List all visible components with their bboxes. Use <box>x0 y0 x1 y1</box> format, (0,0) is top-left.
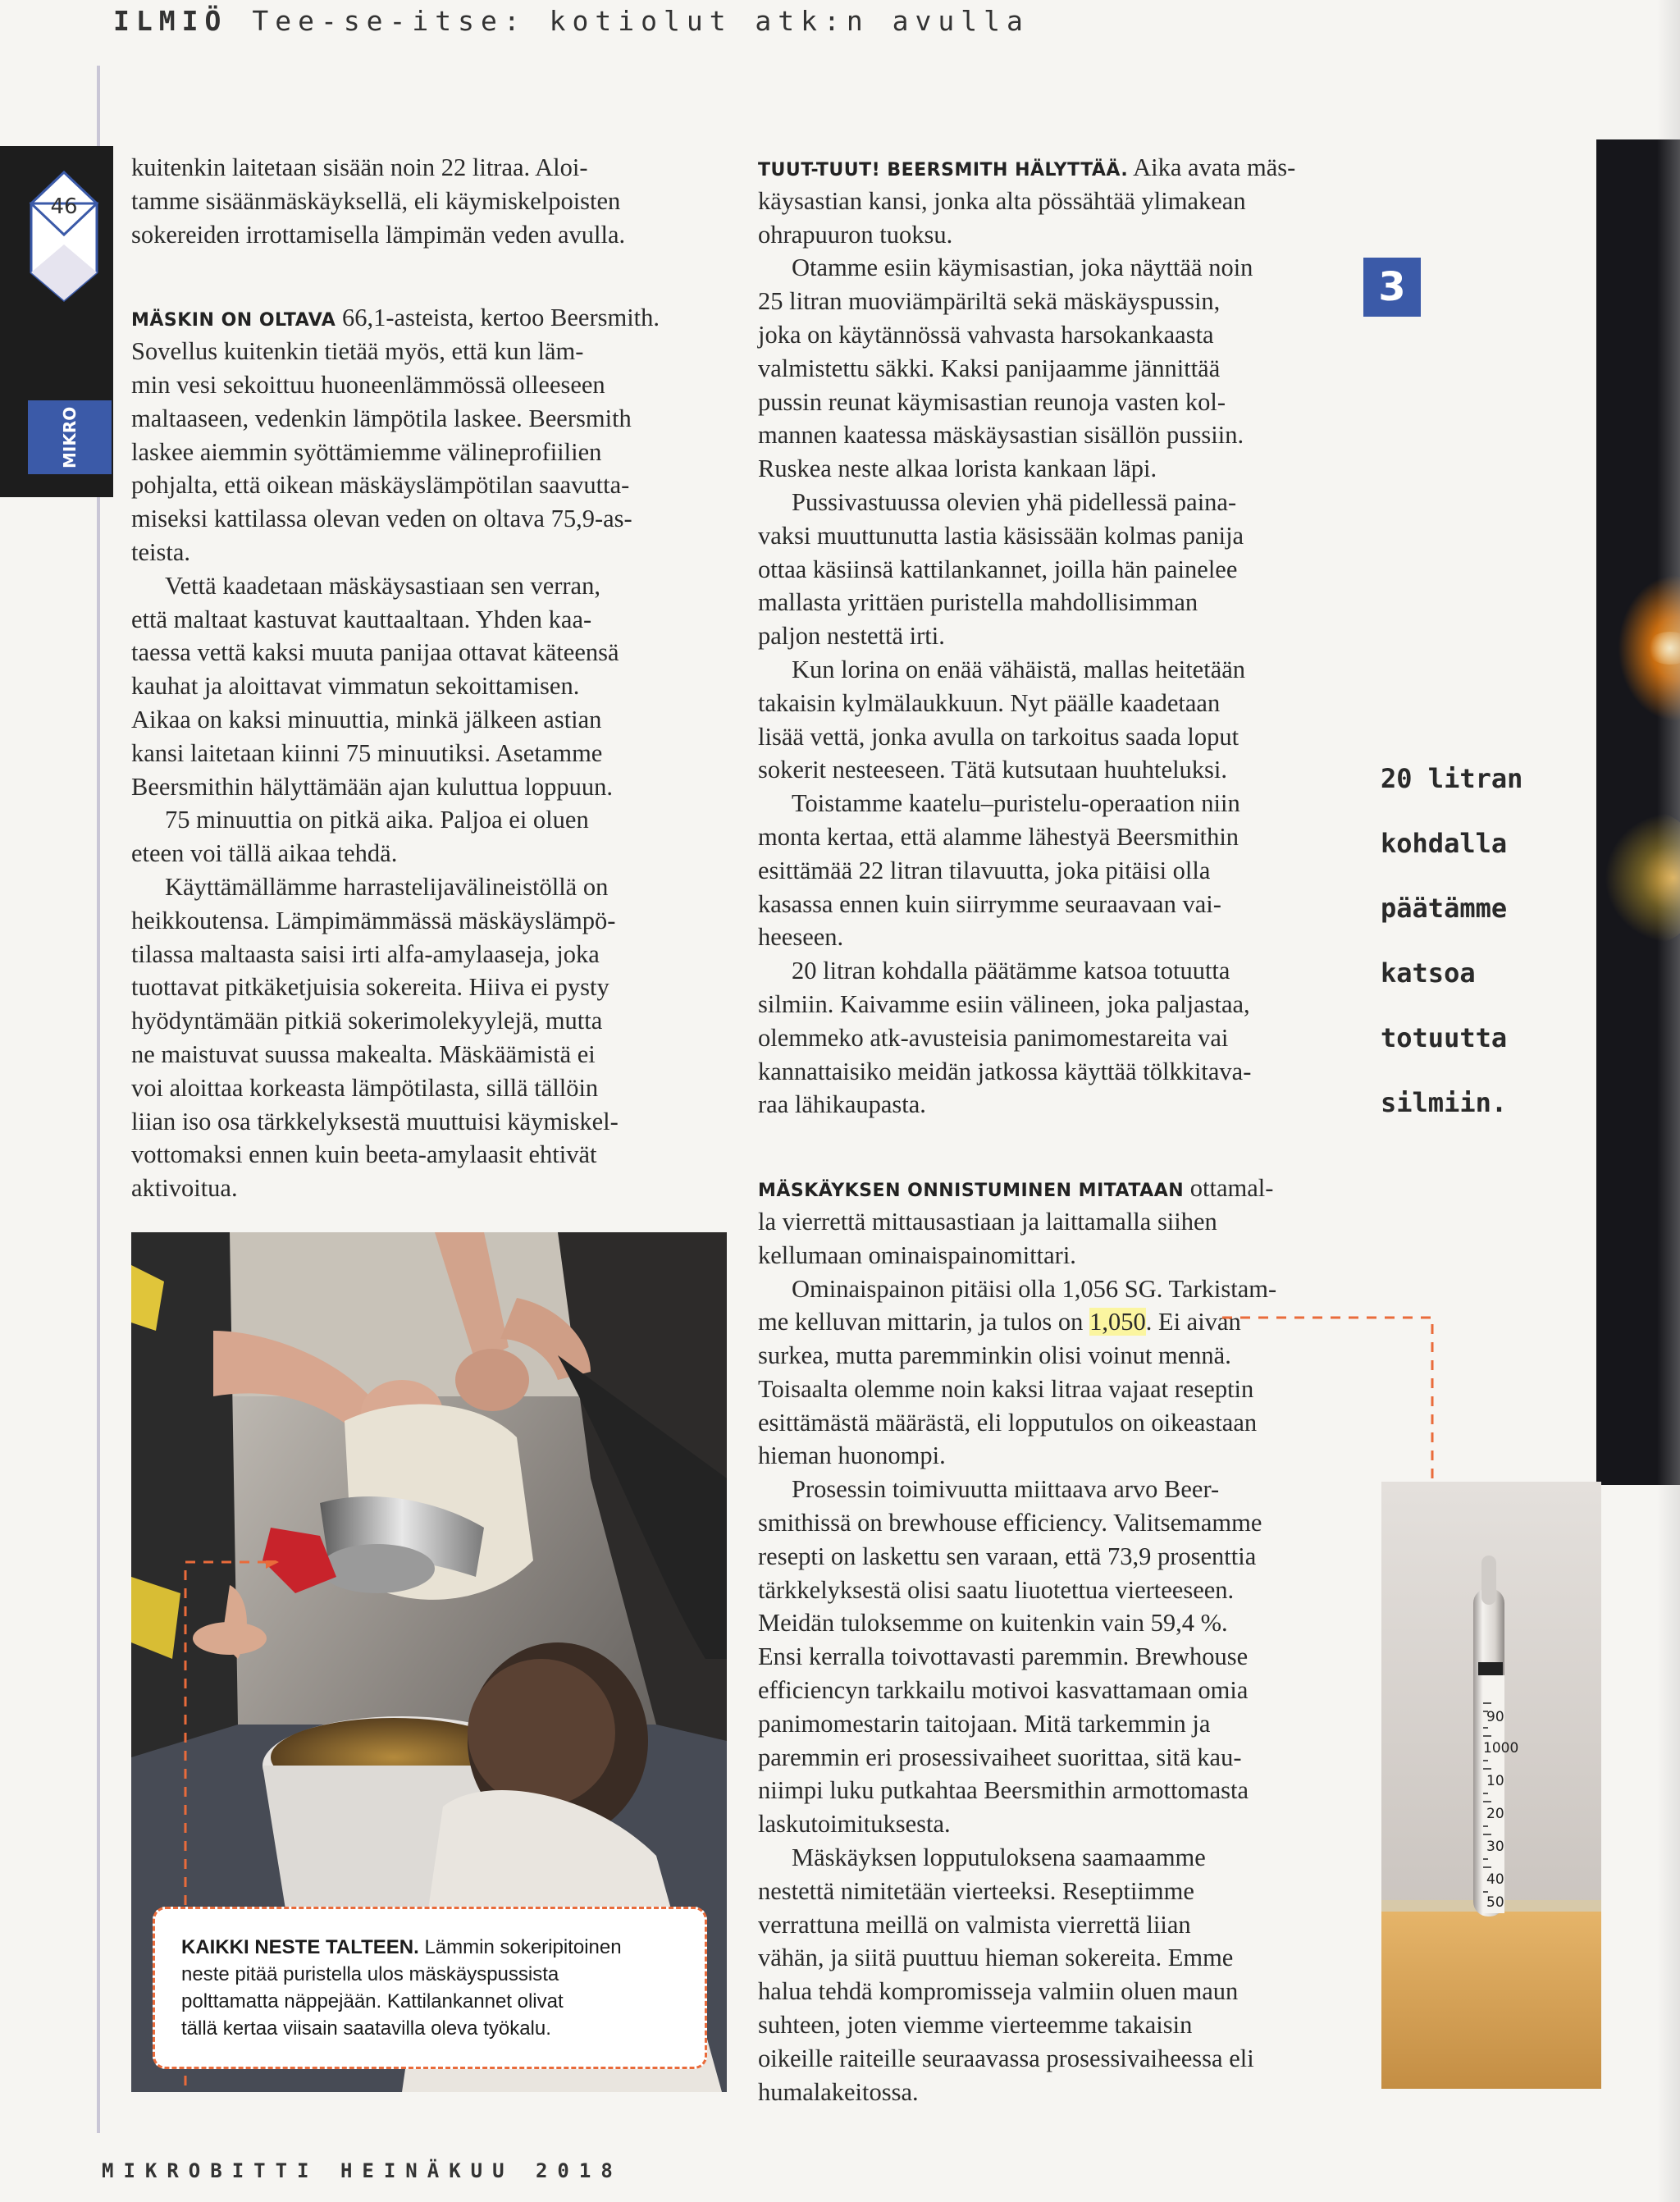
line-text: laskee aiemmin syöttämiemme välineprofiilien <box>131 437 602 466</box>
line-text: 75 minuuttia on pitkä aika. Paljoa ei oluen <box>165 806 589 834</box>
svg-text:20: 20 <box>1486 1806 1504 1822</box>
line-text: Pussivastuussa olevien yhä pidellessä paina- <box>792 487 1237 516</box>
line-text: silmiin. Kaivamme esiin välineen, joka paljastaa, <box>758 989 1250 1018</box>
line-text: lisää vettä, jonka avulla on tarkoitus saada loput <box>758 722 1239 751</box>
text-line <box>758 519 1295 553</box>
line-text: Beersmithin hälyttämään ajan kuluttua loppuun. <box>131 772 613 801</box>
line-text: että maltaat kastuvat kauttaaltaan. Yhden kaa- <box>131 605 592 633</box>
line-text: olemmeko atk-avusteisia panimomestareita vai <box>758 1023 1229 1052</box>
line-text: esittämästä määrästä, eli lopputulos on oikeastaan <box>758 1408 1258 1437</box>
line-text: hyödyntämään pitkiä sokerimolekyylejä, mutta <box>131 1007 603 1035</box>
text-line <box>758 653 1295 687</box>
caption-lead: KAIKKI NESTE TALTEEN. <box>181 1936 419 1958</box>
text-line <box>758 687 1295 720</box>
text-line <box>758 1239 1295 1272</box>
pull-quote <box>1381 747 1586 1135</box>
line-text: hieman huonompi. <box>758 1441 946 1470</box>
line-text: niimpi luku putkahtaa Beersmithin armottomasta <box>758 1776 1249 1805</box>
line-text: efficiencyn tarkkailu motivoi kasvattamaan omia <box>758 1676 1249 1705</box>
text-line <box>131 436 660 469</box>
text-line <box>758 854 1295 888</box>
text-line <box>131 1138 660 1172</box>
line-text: pussin reunat käymisastian reunoja vasten kol- <box>758 387 1226 416</box>
text-line <box>131 1004 660 1038</box>
text-line <box>758 418 1295 452</box>
line-text: vähän, ja siitä puuttuu hieman sokereita. Emme <box>758 1944 1234 1972</box>
text-line <box>758 452 1295 486</box>
running-foot: MIKROBITTI HEINÄKUU 2018 <box>102 2159 623 2182</box>
line-text: voi aloittaa korkeasta lämpötilasta, sillä tällöin <box>131 1073 599 1102</box>
text-line <box>758 1205 1295 1239</box>
text-line <box>758 151 1295 185</box>
caption-line: Lämmin sokeripitoinen <box>418 1936 622 1958</box>
line-text: resepti on laskettu sen varaan, että 73,9 prosenttia <box>758 1542 1257 1570</box>
line-text: tärkkelyksestä olisi saatu liuotettua vierteeseen. <box>758 1575 1235 1604</box>
line-text: käysastian kansi, jonka alta pössähtää ylimakean <box>758 186 1246 215</box>
magazine-logo-text: MIKRO <box>60 406 80 468</box>
line-text: tuottavat pitkäketjuisia sokereita. Hiiva ei pysty <box>131 973 609 1002</box>
line-text: suhteen, joten viemme vierteemme takaisin <box>758 2011 1193 2040</box>
svg-text:50: 50 <box>1486 1894 1504 1911</box>
line-text: mallasta yrittäen puristella mahdollisimman <box>758 588 1198 617</box>
line-text: ottaa käsiinsä kattilankannet, joilla hän painelee <box>758 555 1238 583</box>
line-text: takaisin kylmälaukkuun. Nyt päälle kaadetaan <box>758 688 1221 717</box>
line-text: ohrapuuron tuoksu. <box>758 220 953 249</box>
text-line <box>131 368 660 402</box>
text-line <box>131 1172 660 1205</box>
line-text: . Ei aivan <box>1145 1308 1241 1336</box>
line-text: Aikaa on kaksi minuuttia, minkä jälkeen astian <box>131 705 602 733</box>
paragraph-gap <box>131 251 660 301</box>
line-text: joka on käytännössä vahvasta harsokankaasta <box>758 320 1214 349</box>
text-line <box>131 335 660 368</box>
text-line <box>758 888 1295 921</box>
text-line <box>758 1875 1295 1908</box>
line-text: heikkoutensa. Lämpimämmässä mäskäyslämpö- <box>131 906 616 934</box>
line-text: mannen kaatessa mäskäysastian sisällön pussiin. <box>758 421 1244 450</box>
text-line <box>758 921 1295 954</box>
text-line <box>758 1908 1295 1942</box>
line-text: humalakeitossa. <box>758 2077 919 2106</box>
line-text: 25 litran muoviämpäriltä sekä mäskäyspussin, <box>758 287 1221 316</box>
text-line <box>758 1172 1295 1205</box>
line-text: 20 litran kohdalla päätämme katsoa totuutta <box>792 957 1230 985</box>
text-line <box>758 1088 1295 1122</box>
text-line <box>131 502 660 536</box>
text-line <box>758 753 1295 787</box>
highlighted-value: 1,050 <box>1089 1308 1146 1336</box>
text-line <box>131 870 660 904</box>
line-text: liian iso osa tärkkelyksestä muuttuisi käymiskel- <box>131 1107 619 1135</box>
text-line <box>131 837 660 870</box>
text-line <box>758 954 1295 988</box>
caption-line: tällä kertaa viisain saatavilla oleva työkalu. <box>181 2017 551 2040</box>
pull-quote-line: päätämme <box>1381 893 1508 924</box>
text-line <box>758 820 1295 854</box>
line-text: vottomaksi ennen kuin beeta-amylaasit ehtivät <box>131 1140 597 1169</box>
line-text: taessa vettä kaksi muuta panijaa ottavat käteensä <box>131 638 619 667</box>
text-line <box>131 468 660 502</box>
text-line <box>758 1841 1295 1875</box>
line-text: monta kertaa, että alamme lähestyä Beersmithin <box>758 822 1239 851</box>
svg-text:90: 90 <box>1486 1709 1504 1725</box>
text-line <box>758 2076 1295 2109</box>
line-text: Toistamme kaatelu–puristelu-operaation niin <box>792 789 1240 818</box>
line-text: laskutoimituksesta. <box>758 1810 951 1839</box>
line-text: vaksi muuttunutta lastia käsissään kolmas panija <box>758 521 1244 550</box>
line-text: Toisaalta olemme noin kaksi litraa vajaat reseptin <box>758 1374 1254 1403</box>
step-marker: 3 <box>1363 258 1421 317</box>
pull-quote-line: totuutta <box>1381 1022 1508 1053</box>
text-line <box>758 251 1295 285</box>
text-line <box>758 1941 1295 1975</box>
page-curl-shadow <box>1657 0 1680 2202</box>
line-text: teista. <box>131 537 190 566</box>
text-line <box>131 1071 660 1105</box>
text-line <box>131 703 660 737</box>
text-line <box>131 301 660 335</box>
text-line <box>758 1574 1295 1607</box>
line-text: kauhat ja aloittavat vimmatun sekoittamisen. <box>131 672 580 701</box>
line-text: ne maistuvat suussa makealta. Mäskäämistä ei <box>131 1039 596 1068</box>
page-number: 46 <box>50 194 78 219</box>
line-text: tamme sisäänmäskäyksellä, eli käymiskelpoisten <box>131 186 621 215</box>
text-line <box>758 1707 1295 1741</box>
line-text: Ruskea neste alkaa lorista kankaan läpi. <box>758 455 1157 483</box>
paragraph-gap <box>758 1122 1295 1172</box>
text-line <box>131 1105 660 1139</box>
text-line <box>758 1975 1295 2008</box>
text-line <box>758 1807 1295 1841</box>
line-text: kansi laitetaan kiinni 75 minuutiksi. Asetamme <box>131 738 603 767</box>
text-line <box>758 988 1295 1021</box>
text-line <box>131 1038 660 1071</box>
text-line <box>131 603 660 637</box>
line-text: Ensi kerralla toivottavasti paremmin. Brewhouse <box>758 1642 1249 1671</box>
text-line <box>131 770 660 804</box>
text-column-right <box>758 151 1295 2108</box>
text-line <box>758 318 1295 352</box>
text-line <box>758 1741 1295 1775</box>
line-text: surkea, mutta paremminkin olisi voinut mennä. <box>758 1341 1231 1370</box>
text-line <box>758 285 1295 318</box>
text-line <box>131 569 660 603</box>
text-line <box>131 185 660 218</box>
section-label: ILMIÖ <box>113 5 228 37</box>
line-text: Vettä kaadetaan mäskäysastiaan sen verran, <box>165 571 600 600</box>
line-text: kasassa ennen kuin siirrymme seuraavaan vai- <box>758 889 1221 918</box>
pull-quote-line: kohdalla <box>1381 828 1508 859</box>
line-text: esittämää 22 litran tilavuutta, joka pitäisi olla <box>758 856 1211 884</box>
text-line <box>758 486 1295 519</box>
line-text: Sovellus kuitenkin tietää myös, että kun läm- <box>131 337 584 366</box>
text-line <box>758 586 1295 619</box>
line-text: valmistettu säkki. Kaksi panijaamme jännittää <box>758 354 1221 382</box>
line-text: min vesi sekoittuu huoneenlämmössä olleeseen <box>131 370 605 399</box>
line-text: verrattuna meillä on valmista vierrettä liian <box>758 1910 1191 1939</box>
svg-text:10: 10 <box>1486 1773 1504 1789</box>
text-line <box>758 1055 1295 1089</box>
line-text: smithissä on brewhouse efficiency. Valitsemamme <box>758 1509 1262 1537</box>
pull-quote-line: katsoa <box>1381 957 1476 989</box>
text-line <box>131 218 660 252</box>
line-text: ottamal- <box>1184 1174 1274 1203</box>
photo-caption <box>153 1907 707 2069</box>
line-text: kuitenkin laitetaan sisään noin 22 litraa. Aloi- <box>131 153 588 181</box>
text-line <box>131 737 660 770</box>
line-text: raa lähikaupasta. <box>758 1090 926 1119</box>
text-line <box>131 971 660 1004</box>
text-line <box>131 536 660 569</box>
text-line <box>131 669 660 703</box>
text-line <box>758 1774 1295 1807</box>
text-line <box>758 1339 1295 1373</box>
hydrometer-photo <box>1381 1482 1601 2089</box>
line-text: pohjalta, että oikean mäskäyslämpötilan saavutta- <box>131 471 630 500</box>
line-text: panimomestarin taitojaan. Mitä tarkemmin ja <box>758 1709 1211 1738</box>
text-line <box>758 1473 1295 1506</box>
text-line <box>758 787 1295 820</box>
page-number-badge <box>30 171 98 302</box>
line-text: halua tehdä kompromisseja valmiin oluen maun <box>758 1977 1239 2006</box>
line-text: Meidän tuloksemme on kuitenkin vain 59,4 %. <box>758 1609 1228 1638</box>
line-text: Mäskäyksen lopputuloksena saamaamme <box>792 1843 1206 1872</box>
text-line <box>758 1439 1295 1473</box>
text-line <box>758 1540 1295 1574</box>
paragraph-lead: TUUT-TUUT! BEERSMITH HÄLYTTÄÄ. <box>758 160 1129 180</box>
line-text: Aika avata mäs- <box>1128 153 1296 181</box>
svg-text:40: 40 <box>1486 1871 1504 1888</box>
text-line <box>131 904 660 938</box>
svg-text:30: 30 <box>1486 1839 1504 1855</box>
text-line <box>758 1640 1295 1674</box>
line-text: paljon nestettä irti. <box>758 622 945 651</box>
text-line <box>758 386 1295 419</box>
line-text: oikeille raiteille seuraavassa prosessivaiheessa eli <box>758 2044 1254 2072</box>
line-text: miseksi kattilassa olevan veden on oltava 75,9-as- <box>131 505 632 533</box>
text-line <box>758 2042 1295 2076</box>
line-text: paremmin eri prosessivaiheet suorittaa, sitä kau- <box>758 1743 1242 1771</box>
text-line <box>758 1305 1295 1339</box>
line-text: Otamme esiin käymisastian, joka näyttää noin <box>792 254 1253 282</box>
paragraph-lead: MÄSKÄYKSEN ONNISTUMINEN MITATAAN <box>758 1181 1185 1202</box>
text-line <box>758 2008 1295 2042</box>
line-text: Ominaispainon pitäisi olla 1,056 SG. Tarkistam- <box>792 1274 1277 1303</box>
text-line <box>131 938 660 971</box>
text-line <box>758 1373 1295 1406</box>
line-text: aktivoitua. <box>131 1174 238 1203</box>
svg-text:1000: 1000 <box>1483 1740 1519 1757</box>
line-text: kannattaisiko meidän jatkossa käyttää tölkkitava- <box>758 1057 1252 1085</box>
text-line <box>758 553 1295 587</box>
text-line <box>758 1606 1295 1640</box>
line-text: maltaaseen, vedenkin lämpötila laskee. Beersmith <box>131 404 632 432</box>
running-head <box>113 5 1029 37</box>
line-text: la vierrettä mittausastiaan ja laittamalla siihen <box>758 1207 1217 1236</box>
line-text: eteen voi tällä aikaa tehdä. <box>131 839 398 868</box>
text-line <box>758 1506 1295 1540</box>
line-text: kellumaan ominaispainomittari. <box>758 1240 1076 1269</box>
line-text: heeseen. <box>758 923 844 952</box>
text-line <box>758 352 1295 386</box>
line-text: nestettä nimitetään vierteeksi. Reseptiimme <box>758 1876 1194 1905</box>
magazine-logo <box>28 400 112 474</box>
article-title: Tee-se-itse: kotiolut atk:n avulla <box>252 5 1029 37</box>
text-line <box>131 151 660 185</box>
text-line <box>758 1406 1295 1440</box>
text-line <box>758 1272 1295 1306</box>
text-column-left <box>131 151 660 1205</box>
line-text: sokerit nesteeseen. Tätä kutsutaan huuhteluksi. <box>758 756 1228 784</box>
text-line <box>758 185 1295 218</box>
line-text: 66,1-asteista, kertoo Beersmith. <box>336 304 660 332</box>
text-line <box>758 1021 1295 1055</box>
caption-line: polttamatta näppejään. Kattilankannet olivat <box>181 1990 564 2012</box>
pull-quote-line: silmiin. <box>1381 1087 1508 1118</box>
line-text: tilassa maltaasta saisi irti alfa-amylaaseja, joka <box>131 939 600 968</box>
line-text: sokereiden irrottamisella lämpimän veden avulla. <box>131 220 626 249</box>
text-line <box>758 720 1295 754</box>
line-text: Käyttämällämme harrastelijavälineistöllä on <box>165 872 609 901</box>
text-line <box>758 1674 1295 1707</box>
paragraph-lead: MÄSKIN ON OLTAVA <box>131 310 336 331</box>
text-line <box>131 636 660 669</box>
text-line <box>758 218 1295 252</box>
line-text: Prosessin toimivuutta miittaava arvo Beer- <box>792 1475 1220 1504</box>
text-line <box>131 402 660 436</box>
caption-line: neste pitää puristella ulos mäskäyspussista <box>181 1963 559 1985</box>
text-line <box>758 619 1295 653</box>
line-text: me kelluvan mittarin, ja tulos on <box>758 1308 1090 1336</box>
line-text: Kun lorina on enää vähäistä, mallas heitetään <box>792 655 1246 683</box>
text-line <box>131 803 660 837</box>
pull-quote-line: 20 litran <box>1381 763 1523 794</box>
